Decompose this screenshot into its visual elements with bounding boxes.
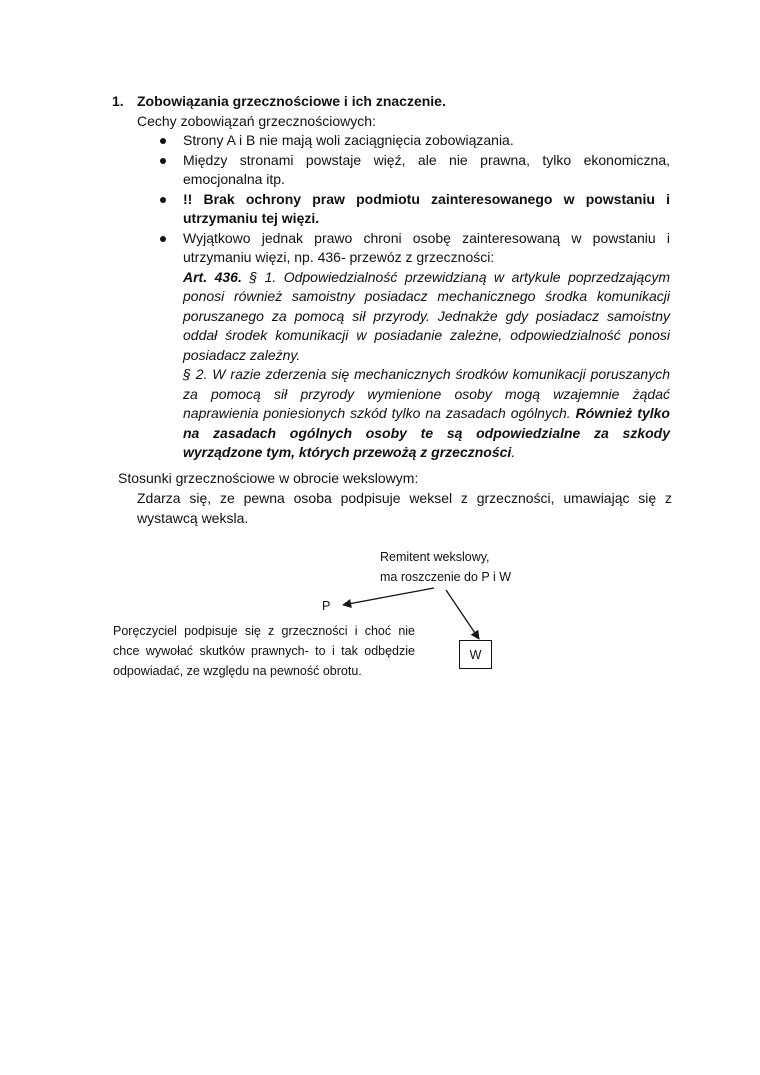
- arrow-to-p: [343, 588, 434, 605]
- bullet-text: !! Brak ochrony praw podmiotu zainteresowanego w powstaniu i utrzymaniu tej więzi.: [183, 190, 670, 226]
- arrow-to-w: [446, 590, 479, 639]
- heading-text: Zobowiązania grzecznościowe i ich znaczenie.: [137, 93, 446, 109]
- list-item: [158, 190, 670, 229]
- w-box: [459, 640, 492, 669]
- p-label: P: [322, 599, 331, 613]
- quote-text-2: § 2. W razie zderzenia się mechanicznych środków komunikacji poruszanych za pomocą sił przyrody wymienione osoby mogą wzajemnie żądać naprawienia poniesionych szkód tylko na zasadach ogólnych.: [183, 366, 670, 421]
- remitent-label: [380, 547, 511, 587]
- quote-text-1: § 1. Odpowiedzialność przewidzianą w artykule poprzedzającym ponosi również samoistny posiadacz mechanicznego środka komunikacji poruszanego za pomocą sił przyrody. Jednakże gdy posiadacz samoistny oddał środek komunikacji w posiadanie zależne, odpowiedzialność ponosi posiadacz zależny.: [183, 268, 671, 363]
- heading-number: 1.: [112, 93, 124, 109]
- list-item: [158, 229, 670, 463]
- quote-paragraph-2: [183, 365, 670, 463]
- quote-text-2-bold: Również tylko na zasadach ogólnych osoby te są odpowiedzialne za szkody wyrządzone tym, których przewożą z grzeczności: [183, 405, 670, 460]
- bullet-icon: [160, 158, 166, 164]
- bill-section-body: Zdarza się, ze pewna osoba podpisuje weksel z grzeczności, umawiając się z wystawcą weksla.: [137, 490, 672, 526]
- features-list: [158, 131, 670, 463]
- bullet-icon: [160, 197, 166, 203]
- quote-text-2-end: .: [511, 444, 516, 460]
- remitent-line-1: Remitent wekslowy,: [380, 550, 490, 564]
- quote-paragraph-1: [183, 268, 670, 366]
- bullet-text: Strony A i B nie mają woli zaciągnięcia zobowiązania.: [183, 132, 514, 148]
- w-label: W: [469, 647, 482, 662]
- article-quote: [183, 268, 670, 463]
- list-item: [158, 131, 670, 151]
- bill-section-title: Stosunki grzecznościowe w obrocie wekslowym:: [118, 470, 419, 486]
- section-heading: [112, 92, 446, 112]
- bullet-text: Wyjątkowo jednak prawo chroni osobę zainteresowaną w powstaniu i utrzymaniu więzi, np. 436- przewóz z grzeczności:: [183, 229, 670, 265]
- article-label: Art. 436.: [183, 268, 242, 285]
- list-item: [158, 151, 670, 190]
- bullet-text: Między stronami powstaje więź, ale nie prawna, tylko ekonomiczna, emocjonalna itp.: [183, 151, 670, 187]
- bullet-icon: [160, 138, 166, 144]
- bullet-icon: [160, 236, 166, 242]
- remitent-line-2: ma roszczenie do P i W: [380, 570, 512, 584]
- poreczyciel-note: Poręczyciel podpisuje się z grzeczności i choć nie chce wywołać skutków prawnych- to i tak odbędzie odpowiadać, ze względu na pewność obrotu.: [113, 624, 415, 678]
- features-subheading: Cechy zobowiązań grzecznościowych:: [137, 113, 376, 129]
